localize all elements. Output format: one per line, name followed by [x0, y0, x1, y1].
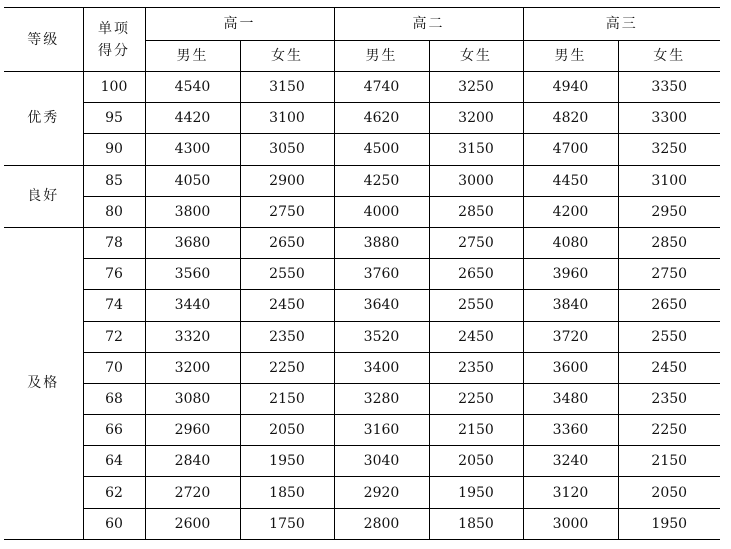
value-cell: 1850 [429, 508, 523, 539]
value-cell: 4200 [523, 196, 618, 227]
score-cell: 64 [83, 446, 145, 477]
score-cell: 76 [83, 259, 145, 290]
score-cell: 100 [83, 72, 145, 103]
score-cell: 74 [83, 290, 145, 321]
value-cell: 3320 [145, 321, 240, 352]
table-row [4, 508, 720, 539]
value-cell: 3360 [523, 415, 618, 446]
value-cell: 3400 [334, 352, 429, 383]
value-cell: 3200 [145, 352, 240, 383]
header-score-line2: 得分 [98, 42, 130, 59]
level-cell: 优秀 [27, 110, 60, 127]
value-cell: 3280 [334, 383, 429, 414]
value-cell: 2250 [240, 352, 334, 383]
value-cell: 2650 [429, 259, 523, 290]
value-cell: 2450 [240, 290, 334, 321]
score-cell: 72 [83, 321, 145, 352]
value-cell: 1950 [618, 508, 720, 539]
table-row [4, 383, 720, 414]
value-cell: 2900 [240, 165, 334, 196]
value-cell: 3150 [240, 72, 334, 103]
table-header [4, 8, 720, 72]
value-cell: 2050 [618, 477, 720, 508]
value-cell: 3200 [429, 103, 523, 134]
value-cell: 3600 [523, 352, 618, 383]
score-table [4, 7, 720, 540]
value-cell: 3480 [523, 383, 618, 414]
value-cell: 4300 [145, 134, 240, 165]
value-cell: 4000 [334, 196, 429, 227]
value-cell: 3100 [618, 165, 720, 196]
header-female: 女生 [618, 41, 720, 72]
value-cell: 2450 [429, 321, 523, 352]
value-cell: 2950 [618, 196, 720, 227]
value-cell: 3100 [240, 103, 334, 134]
value-cell: 2150 [429, 415, 523, 446]
value-cell: 3640 [334, 290, 429, 321]
value-cell: 2720 [145, 477, 240, 508]
value-cell: 3350 [618, 72, 720, 103]
value-cell: 3040 [334, 446, 429, 477]
value-cell: 3840 [523, 290, 618, 321]
value-cell: 1950 [240, 446, 334, 477]
table-row [4, 415, 720, 446]
value-cell: 4450 [523, 165, 618, 196]
table-row [4, 103, 720, 134]
value-cell: 3680 [145, 227, 240, 258]
value-cell: 2650 [618, 290, 720, 321]
header-female: 女生 [240, 41, 334, 72]
value-cell: 3760 [334, 259, 429, 290]
value-cell: 2850 [429, 196, 523, 227]
value-cell: 3240 [523, 446, 618, 477]
value-cell: 2050 [240, 415, 334, 446]
value-cell: 4250 [334, 165, 429, 196]
value-cell: 3300 [618, 103, 720, 134]
value-cell: 3160 [334, 415, 429, 446]
value-cell: 4080 [523, 227, 618, 258]
score-cell: 78 [83, 227, 145, 258]
header-level: 等级 [4, 8, 83, 72]
table-row [4, 477, 720, 508]
score-cell: 68 [83, 383, 145, 414]
header-female: 女生 [429, 41, 523, 72]
value-cell: 1750 [240, 508, 334, 539]
value-cell: 3520 [334, 321, 429, 352]
value-cell: 2650 [240, 227, 334, 258]
value-cell: 2960 [145, 415, 240, 446]
level-cell: 良好 [4, 165, 83, 227]
value-cell: 3960 [523, 259, 618, 290]
table-row [4, 321, 720, 352]
score-cell: 70 [83, 352, 145, 383]
value-cell: 4620 [334, 103, 429, 134]
value-cell: 3000 [523, 508, 618, 539]
table-row [4, 446, 720, 477]
value-cell: 3560 [145, 259, 240, 290]
value-cell: 4500 [334, 134, 429, 165]
header-score-line1: 单项 [98, 20, 130, 37]
header-male: 男生 [523, 41, 618, 72]
level-cell: 及格 [4, 227, 83, 539]
value-cell: 2550 [618, 321, 720, 352]
header-grade-3: 高三 [523, 8, 720, 41]
score-cell: 95 [83, 103, 145, 134]
table-row [4, 134, 720, 165]
header-score [83, 8, 145, 72]
value-cell: 2750 [429, 227, 523, 258]
score-cell: 66 [83, 415, 145, 446]
table-body [4, 72, 720, 540]
value-cell: 4540 [145, 72, 240, 103]
value-cell: 4050 [145, 165, 240, 196]
value-cell: 2150 [240, 383, 334, 414]
table-row [4, 352, 720, 383]
value-cell: 2920 [334, 477, 429, 508]
value-cell: 2750 [240, 196, 334, 227]
value-cell: 3050 [240, 134, 334, 165]
header-grade-1: 高一 [145, 8, 334, 41]
value-cell: 3150 [429, 134, 523, 165]
table-row [4, 227, 720, 258]
value-cell: 2150 [618, 446, 720, 477]
value-cell: 2050 [429, 446, 523, 477]
value-cell: 4820 [523, 103, 618, 134]
value-cell: 2250 [429, 383, 523, 414]
table-row [4, 165, 720, 196]
value-cell: 4700 [523, 134, 618, 165]
value-cell: 2550 [240, 259, 334, 290]
value-cell: 2600 [145, 508, 240, 539]
score-cell: 62 [83, 477, 145, 508]
header-grade-2: 高二 [334, 8, 523, 41]
header-male: 男生 [334, 41, 429, 72]
score-cell: 60 [83, 508, 145, 539]
score-cell: 85 [83, 165, 145, 196]
value-cell: 3120 [523, 477, 618, 508]
value-cell: 3720 [523, 321, 618, 352]
table-row [4, 196, 720, 227]
value-cell: 3000 [429, 165, 523, 196]
value-cell: 4940 [523, 72, 618, 103]
value-cell: 3250 [429, 72, 523, 103]
value-cell: 2750 [618, 259, 720, 290]
value-cell: 2350 [429, 352, 523, 383]
value-cell: 2350 [618, 383, 720, 414]
value-cell: 3080 [145, 383, 240, 414]
header-male: 男生 [145, 41, 240, 72]
score-cell: 90 [83, 134, 145, 165]
table-row [4, 72, 720, 103]
value-cell: 4420 [145, 103, 240, 134]
value-cell: 2350 [240, 321, 334, 352]
value-cell: 2450 [618, 352, 720, 383]
value-cell: 1850 [240, 477, 334, 508]
value-cell: 2250 [618, 415, 720, 446]
value-cell: 3880 [334, 227, 429, 258]
value-cell: 2550 [429, 290, 523, 321]
value-cell: 3250 [618, 134, 720, 165]
value-cell: 4740 [334, 72, 429, 103]
score-cell: 80 [83, 196, 145, 227]
value-cell: 1950 [429, 477, 523, 508]
value-cell: 2840 [145, 446, 240, 477]
table-row [4, 290, 720, 321]
value-cell: 3800 [145, 196, 240, 227]
value-cell: 2800 [334, 508, 429, 539]
value-cell: 2850 [618, 227, 720, 258]
value-cell: 3440 [145, 290, 240, 321]
table-row [4, 259, 720, 290]
